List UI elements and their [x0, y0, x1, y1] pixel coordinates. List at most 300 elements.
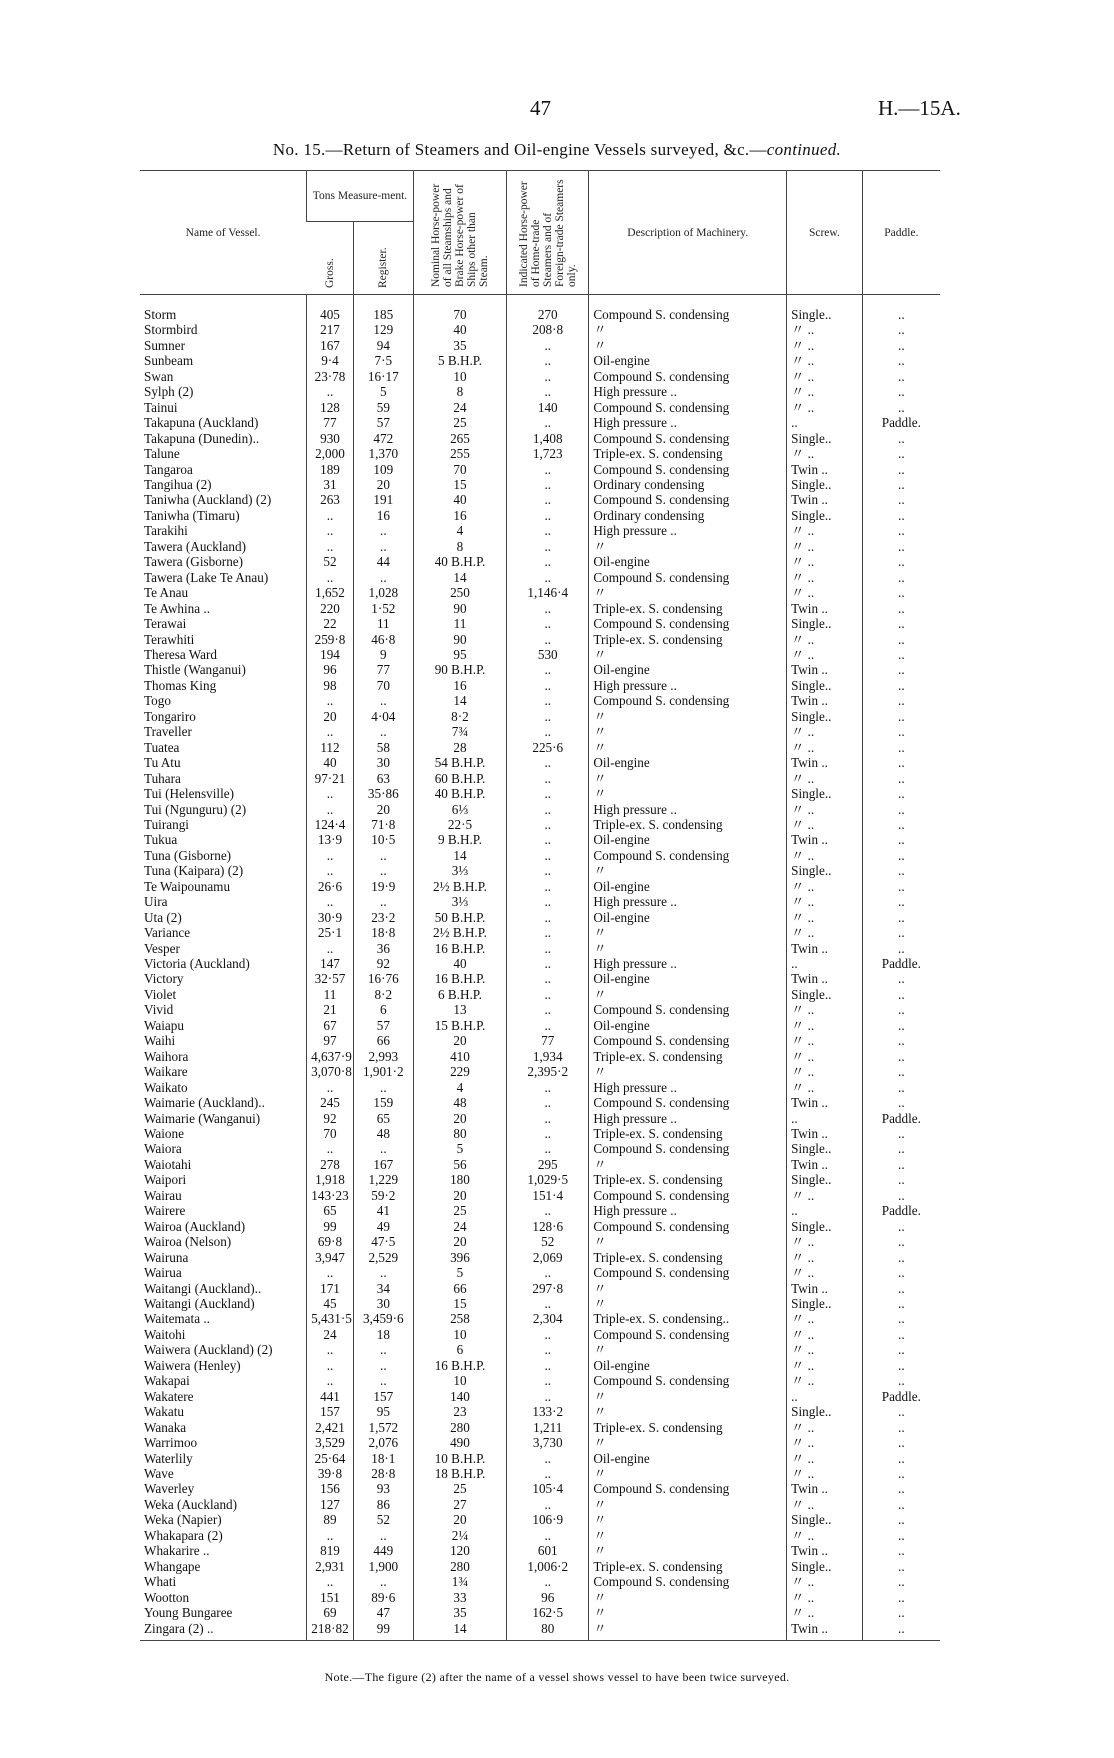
nominal-hp: 180 [413, 1172, 506, 1187]
paddle-type: .. [862, 295, 940, 323]
vessel-name: Zingara (2) .. [140, 1621, 307, 1641]
register-tons: 57 [353, 1018, 413, 1033]
paddle-type: .. [862, 802, 940, 817]
paddle-type: .. [862, 879, 940, 894]
gross-tons: 20 [307, 709, 354, 724]
nominal-hp: 90 B.H.P. [413, 662, 506, 677]
table-row [140, 863, 940, 878]
register-tons: 58 [353, 740, 413, 755]
nominal-hp: 70 [413, 462, 506, 477]
table-row [140, 848, 940, 863]
screw-type: Twin .. [787, 1481, 863, 1496]
table-row [140, 570, 940, 585]
vessel-name: Whakarire .. [144, 1543, 210, 1559]
vessel-name: Whakapara (2) [144, 1527, 223, 1543]
vessel-name: Wakapai [144, 1373, 190, 1389]
col-header-gross [307, 222, 354, 295]
machinery-description: Oil-engine [589, 1358, 787, 1373]
screw-type: 〃 .. [787, 1080, 863, 1095]
paddle-type: Paddle. [862, 1203, 940, 1218]
nominal-hp: 16 B.H.P. [413, 1358, 506, 1373]
table-row [140, 724, 940, 739]
gross-tons: .. [307, 523, 354, 538]
indicated-hp: .. [507, 492, 589, 507]
vessel-name: Waipori [144, 1172, 187, 1188]
machinery-description: 〃 [589, 925, 787, 940]
screw-type: .. [787, 956, 863, 971]
paddle-type: .. [862, 1373, 940, 1388]
gross-tons: .. [307, 1358, 354, 1373]
gross-tons: .. [307, 508, 354, 523]
gross-tons: 1,918 [307, 1172, 354, 1187]
paddle-type: .. [862, 322, 940, 337]
indicated-hp: 1,934 [507, 1049, 589, 1064]
paddle-type: .. [862, 492, 940, 507]
vessel-name: Tawera (Gisborne) [144, 554, 244, 570]
paddle-type: .. [862, 941, 940, 956]
table-row [140, 1497, 940, 1512]
gross-tons: 220 [307, 601, 354, 616]
nominal-hp: 15 B.H.P. [413, 1018, 506, 1033]
register-tons: .. [353, 1528, 413, 1543]
paddle-type: .. [862, 369, 940, 384]
nominal-hp: 280 [413, 1420, 506, 1435]
indicated-hp: .. [507, 709, 589, 724]
register-tons: 18 [353, 1327, 413, 1342]
machinery-description: High pressure .. [589, 802, 787, 817]
screw-type: Single.. [787, 431, 863, 446]
paddle-type: .. [862, 987, 940, 1002]
screw-type: Twin .. [787, 1543, 863, 1558]
screw-type: 〃 .. [787, 1250, 863, 1265]
gross-tons: 156 [307, 1481, 354, 1496]
nominal-hp: 8 [413, 384, 506, 399]
table-row [140, 1543, 940, 1558]
nominal-hp: 20 [413, 1188, 506, 1203]
table-row [140, 322, 940, 337]
gross-tons: 99 [307, 1219, 354, 1234]
register-tons: 19·9 [353, 879, 413, 894]
register-tons: 30 [353, 1296, 413, 1311]
screw-type: 〃 .. [787, 1605, 863, 1620]
table-row [140, 554, 940, 569]
gross-tons: 30·9 [307, 910, 354, 925]
machinery-description: 〃 [589, 1157, 787, 1172]
title-prefix: No. 15.—Return of Steamers and Oil-engine Vessels surveyed, &c.— [272, 140, 767, 159]
table-row [140, 585, 940, 600]
indicated-hp: .. [507, 477, 589, 492]
indicated-hp: .. [507, 1002, 589, 1017]
register-tons: 2,076 [353, 1435, 413, 1450]
screw-type: 〃 .. [787, 879, 863, 894]
vessel-name: Taniwha (Timaru) [144, 507, 240, 523]
gross-tons: 147 [307, 956, 354, 971]
nominal-hp: 40 B.H.P. [413, 554, 506, 569]
register-tons: 7·5 [353, 353, 413, 368]
paddle-type: .. [862, 1049, 940, 1064]
nominal-hp: 27 [413, 1497, 506, 1512]
footnote: Note.—The figure (2) after the name of a vessel shows vessel to have been twice surveyed. [324, 1670, 790, 1684]
screw-type: Twin .. [787, 1157, 863, 1172]
indicated-hp: 1,723 [507, 446, 589, 461]
table-row [140, 601, 940, 616]
register-tons: 6 [353, 1002, 413, 1017]
register-tons: .. [353, 1358, 413, 1373]
screw-type: Single.. [787, 709, 863, 724]
register-tons: 46·8 [353, 632, 413, 647]
nominal-hp: 25 [413, 415, 506, 430]
machinery-description: 〃 [589, 1543, 787, 1558]
indicated-hp: 162·5 [507, 1605, 589, 1620]
register-tons: 41 [353, 1203, 413, 1218]
vessel-name: Tongariro [144, 708, 196, 724]
indicated-hp: .. [507, 662, 589, 677]
machinery-description: Oil-engine [589, 910, 787, 925]
machinery-description: Compound S. condensing [589, 492, 787, 507]
nominal-hp: 490 [413, 1435, 506, 1450]
table-row [140, 1621, 940, 1641]
paddle-type: .. [862, 477, 940, 492]
vessel-name: Takapuna (Dunedin).. [144, 430, 260, 446]
indicated-hp: .. [507, 817, 589, 832]
steamers-return-table [140, 170, 940, 1641]
paddle-type: .. [862, 1002, 940, 1017]
indicated-hp: 270 [507, 295, 589, 323]
table-row [140, 1358, 940, 1373]
vessel-name: Waitemata .. [144, 1311, 210, 1327]
indicated-hp: .. [507, 724, 589, 739]
screw-type: 〃 .. [787, 369, 863, 384]
screw-type: Twin .. [787, 492, 863, 507]
screw-type: 〃 .. [787, 384, 863, 399]
machinery-description: Compound S. condensing [589, 400, 787, 415]
indicated-hp: .. [507, 971, 589, 986]
nominal-hp: 23 [413, 1404, 506, 1419]
paddle-type: .. [862, 446, 940, 461]
paddle-type: .. [862, 585, 940, 600]
screw-type: Single.. [787, 508, 863, 523]
table-row [140, 678, 940, 693]
indicated-hp: 2,069 [507, 1250, 589, 1265]
register-tons: 47 [353, 1605, 413, 1620]
table-row [140, 415, 940, 430]
screw-type: Twin .. [787, 1095, 863, 1110]
nominal-hp: 6⅓ [413, 802, 506, 817]
indicated-hp: 530 [507, 647, 589, 662]
gross-tons: .. [307, 1342, 354, 1357]
table-row [140, 1111, 940, 1126]
vessel-name: Sumner [144, 337, 186, 353]
indicated-hp: 1,029·5 [507, 1172, 589, 1187]
page-number: 47 [530, 96, 551, 120]
machinery-description: Compound S. condensing [589, 693, 787, 708]
paddle-type: .. [862, 863, 940, 878]
indicated-hp: .. [507, 462, 589, 477]
gross-tons: 13·9 [307, 832, 354, 847]
machinery-description: Compound S. condensing [589, 1188, 787, 1203]
nominal-hp: 95 [413, 647, 506, 662]
screw-type: Twin .. [787, 601, 863, 616]
nominal-hp: 25 [413, 1481, 506, 1496]
register-tons: 2,529 [353, 1250, 413, 1265]
machinery-description: Compound S. condensing [589, 295, 787, 323]
indicated-hp: .. [507, 353, 589, 368]
vessel-name: Waiwera (Auckland) (2) [144, 1342, 273, 1358]
table-row [140, 755, 940, 770]
table-row [140, 1590, 940, 1605]
indicated-hp: 2,395·2 [507, 1064, 589, 1079]
gross-tons: 52 [307, 554, 354, 569]
paddle-type: .. [862, 1420, 940, 1435]
vessel-name: Wave [144, 1465, 174, 1481]
machinery-description: Compound S. condensing [589, 431, 787, 446]
register-tons: 92 [353, 956, 413, 971]
nominal-hp: 13 [413, 1002, 506, 1017]
vessel-name: Waiapu [144, 1017, 184, 1033]
nominal-hp: 410 [413, 1049, 506, 1064]
table-row [140, 1126, 940, 1141]
vessel-name: Variance [144, 925, 191, 941]
paddle-type: .. [862, 1358, 940, 1373]
register-tons: 66 [353, 1033, 413, 1048]
machinery-description: 〃 [589, 322, 787, 337]
paddle-type: .. [862, 1435, 940, 1450]
screw-type: 〃 .. [787, 1574, 863, 1589]
indicated-hp: .. [507, 894, 589, 909]
table-row [140, 1033, 940, 1048]
machinery-description: 〃 [589, 338, 787, 353]
col-header-paddle: Paddle. [862, 171, 940, 295]
vessel-name: Waitohi [144, 1326, 186, 1342]
table-row [140, 632, 940, 647]
register-tons: 59 [353, 400, 413, 415]
register-tons: 63 [353, 771, 413, 786]
screw-type: 〃 .. [787, 322, 863, 337]
table-row [140, 1389, 940, 1404]
indicated-hp: .. [507, 755, 589, 770]
gross-tons: 23·78 [307, 369, 354, 384]
indicated-hp: 2,304 [507, 1311, 589, 1326]
indicated-hp: 297·8 [507, 1281, 589, 1296]
paddle-type: .. [862, 1033, 940, 1048]
vessel-name: Storm [144, 307, 177, 322]
machinery-description: Oil-engine [589, 1018, 787, 1033]
gross-tons: 157 [307, 1404, 354, 1419]
register-tons: 18·1 [353, 1451, 413, 1466]
vessel-name: Takapuna (Auckland) [144, 415, 259, 431]
indicated-hp: .. [507, 415, 589, 430]
register-tons: 1,028 [353, 585, 413, 600]
vessel-name: Tuna (Gisborne) [144, 847, 232, 863]
indicated-hp: .. [507, 941, 589, 956]
indicated-hp: 151·4 [507, 1188, 589, 1203]
paddle-type: .. [862, 1466, 940, 1481]
paddle-type: .. [862, 539, 940, 554]
gross-tons: .. [307, 539, 354, 554]
paddle-type: Paddle. [862, 956, 940, 971]
vessel-name: Waitangi (Auckland) [144, 1296, 255, 1311]
register-tons: 2,993 [353, 1049, 413, 1064]
vessel-name: Terawai [144, 616, 187, 632]
nominal-hp: 265 [413, 431, 506, 446]
register-tons: .. [353, 693, 413, 708]
gross-tons: 405 [307, 295, 354, 323]
register-tons: 1,572 [353, 1420, 413, 1435]
register-tons: 11 [353, 616, 413, 631]
nominal-hp: 35 [413, 338, 506, 353]
register-tons: 449 [353, 1543, 413, 1558]
vessel-name: Uira [144, 894, 168, 910]
nominal-hp: 255 [413, 446, 506, 461]
vessel-name: Wairuna [144, 1249, 189, 1265]
gross-tons: 278 [307, 1157, 354, 1172]
gross-tons: 189 [307, 462, 354, 477]
machinery-description: High pressure .. [589, 956, 787, 971]
machinery-description: Compound S. condensing [589, 1219, 787, 1234]
vessel-name: Tui (Ngunguru) (2) [144, 801, 247, 817]
vessel-name: Violet [144, 986, 177, 1002]
paddle-type: .. [862, 925, 940, 940]
gross-tons: 819 [307, 1543, 354, 1558]
indicated-hp: .. [507, 802, 589, 817]
screw-type: 〃 .. [787, 1590, 863, 1605]
vessel-name: Waiora [144, 1141, 182, 1157]
gross-tons: .. [307, 894, 354, 909]
indicated-hp: .. [507, 1095, 589, 1110]
nominal-hp: 10 B.H.P. [413, 1451, 506, 1466]
indicated-hp: 105·4 [507, 1481, 589, 1496]
paddle-type: .. [862, 462, 940, 477]
machinery-description: 〃 [589, 740, 787, 755]
screw-type: 〃 .. [787, 925, 863, 940]
machinery-description: Oil-engine [589, 662, 787, 677]
machinery-description: Triple-ex. S. condensing [589, 446, 787, 461]
indicated-hp: 1,146·4 [507, 585, 589, 600]
indicated-hp: .. [507, 616, 589, 631]
paddle-type: .. [862, 755, 940, 770]
paddle-type: .. [862, 817, 940, 832]
table-row [140, 1265, 940, 1280]
vessel-name: Waitangi (Auckland).. [144, 1280, 262, 1296]
table-row [140, 539, 940, 554]
machinery-description: 〃 [589, 585, 787, 600]
paddle-type: .. [862, 848, 940, 863]
table-row [140, 971, 940, 986]
vessel-name: Weka (Napier) [144, 1512, 222, 1528]
register-tons: 16·17 [353, 369, 413, 384]
table-row [140, 508, 940, 523]
nominal-hp: 11 [413, 616, 506, 631]
nominal-hp: 229 [413, 1064, 506, 1079]
register-tons: .. [353, 1373, 413, 1388]
table-row [140, 941, 940, 956]
gross-tons: 22 [307, 616, 354, 631]
screw-type: 〃 .. [787, 338, 863, 353]
table-row [140, 1373, 940, 1388]
screw-type: 〃 .. [787, 1064, 863, 1079]
gross-tons: .. [307, 1528, 354, 1543]
table-row [140, 786, 940, 801]
register-tons: 89·6 [353, 1590, 413, 1605]
nominal-hp: 20 [413, 1512, 506, 1527]
indicated-hp: .. [507, 910, 589, 925]
table-row [140, 1172, 940, 1187]
gross-tons: 930 [307, 431, 354, 446]
machinery-description: 〃 [589, 941, 787, 956]
register-tons: 1·52 [353, 601, 413, 616]
indicated-hp: 77 [507, 1033, 589, 1048]
machinery-description: 〃 [589, 1404, 787, 1419]
indicated-hp: .. [507, 771, 589, 786]
table-row [140, 353, 940, 368]
nominal-hp: 16 [413, 508, 506, 523]
machinery-description: 〃 [589, 1389, 787, 1404]
nominal-hp: 140 [413, 1389, 506, 1404]
gross-tons: .. [307, 1080, 354, 1095]
indicated-hp: .. [507, 1574, 589, 1589]
screw-type: 〃 .. [787, 1451, 863, 1466]
table-row [140, 1342, 940, 1357]
gross-tons: 98 [307, 678, 354, 693]
nominal-hp: 24 [413, 1219, 506, 1234]
vessel-name: Waikare [144, 1064, 188, 1080]
machinery-description: Oil-engine [589, 1451, 787, 1466]
table-row [140, 1528, 940, 1543]
nominal-hp: 3⅓ [413, 894, 506, 909]
machinery-description: 〃 [589, 1528, 787, 1543]
vessel-name: Tawera (Lake Te Anau) [144, 569, 269, 585]
indicated-hp: .. [507, 1126, 589, 1141]
gross-tons: 70 [307, 1126, 354, 1141]
register-tons: 44 [353, 554, 413, 569]
vessel-name: Weka (Auckland) [144, 1496, 238, 1512]
table-row [140, 477, 940, 492]
table-row [140, 1435, 940, 1450]
indicated-hp: .. [507, 1141, 589, 1156]
table-row [140, 1203, 940, 1218]
vessel-name: Vesper [144, 940, 180, 956]
table-row [140, 987, 940, 1002]
nominal-hp: 14 [413, 848, 506, 863]
table-row [140, 384, 940, 399]
machinery-description: 〃 [589, 1621, 787, 1641]
gross-tons: 77 [307, 415, 354, 430]
table-row [140, 740, 940, 755]
screw-type: Twin .. [787, 1126, 863, 1141]
indicated-hp: 140 [507, 400, 589, 415]
screw-type: 〃 .. [787, 554, 863, 569]
gross-tons: 92 [307, 1111, 354, 1126]
table-row [140, 1327, 940, 1342]
gross-tons: .. [307, 863, 354, 878]
paddle-type: .. [862, 1497, 940, 1512]
register-tons: 1,900 [353, 1559, 413, 1574]
register-tons: 4·04 [353, 709, 413, 724]
paddle-type: .. [862, 400, 940, 415]
vessel-name: Warrimoo [144, 1435, 198, 1451]
register-tons: 35·86 [353, 786, 413, 801]
register-tons: 65 [353, 1111, 413, 1126]
register-tons: 1,229 [353, 1172, 413, 1187]
indicated-hp: .. [507, 987, 589, 1002]
vessel-name: Wairua [144, 1265, 182, 1281]
register-tons: 49 [353, 1219, 413, 1234]
screw-type: 〃 .. [787, 910, 863, 925]
screw-type: 〃 .. [787, 523, 863, 538]
indicated-hp: .. [507, 879, 589, 894]
paddle-type: .. [862, 1311, 940, 1326]
table-row [140, 693, 940, 708]
